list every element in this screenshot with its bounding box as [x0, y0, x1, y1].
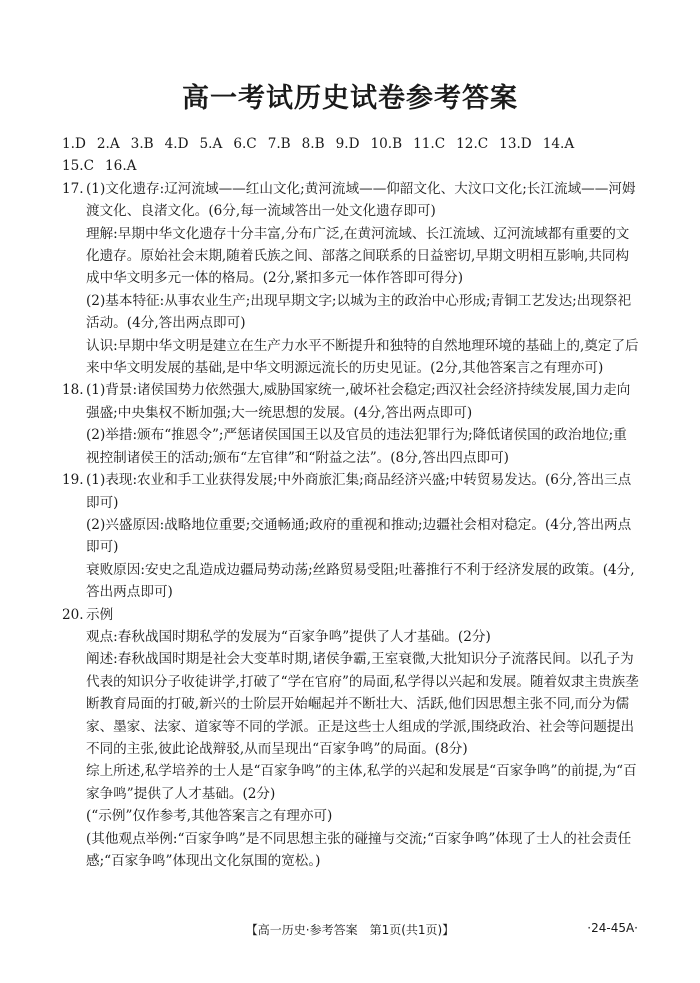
q17-part2-insight: 认识:早期中华文明是建立在生产力水平不断提升和独特的自然地理环境的基础上的,奠定了后来中华文明发展的基础,是中华文明源远流长的历史见证。(2分,其他答案言之有理亦可)	[86, 337, 639, 377]
q19-part2-decline-reasons: 衰败原因:安史之乱造成边疆局势动荡;丝路贸易受阻;吐蕃推行不利于经济发展的政策。(4分,答出两点即可)	[86, 561, 635, 601]
answer-item: 13.D	[499, 136, 532, 152]
footer-paper-code: ·24-45A·	[587, 921, 638, 935]
question-number: 17.	[62, 180, 84, 197]
answer-item: 8.B	[301, 136, 325, 152]
answer-item: 4.D	[164, 136, 189, 152]
q20-conclusion: 综上所述,私学培养的士人是“百家争鸣”的主体,私学的兴起和发展是“百家争鸣”的前提,为“百家争鸣”提供了人才基础。(2分)	[86, 763, 637, 802]
footer-page-label: 【高一历史·参考答案 第1页(共1页)】	[245, 923, 455, 937]
answer-item: 2.A	[96, 136, 120, 152]
q20-viewpoint: 观点:春秋战国时期私学的发展为“百家争鸣”提供了人才基础。(2分)	[86, 628, 491, 645]
q18-part1-background: (1)背景:诸侯国势力依然强大,威胁国家统一,破坏社会稳定;西汉社会经济持续发展,国力走向强盛;中央集权不断加强;大一统思想的发展。(4分,答出两点即可)	[86, 382, 631, 421]
answer-item: 15.C	[62, 158, 95, 175]
answer-item: 12.C	[456, 136, 489, 152]
question-number: 20.	[62, 606, 84, 623]
q20-other-viewpoints: (其他观点举例:“百家争鸣”是不同思想主张的碰撞与交流;“百家争鸣”体现了士人的社会责任感;“百家争鸣”体现出文化氛围的宽松。)	[86, 830, 632, 869]
answer-item: 11.C	[413, 136, 446, 152]
answer-item: 14.A	[542, 136, 575, 152]
page-footer	[0, 919, 700, 941]
multiple-choice-answers-row-2	[62, 155, 640, 177]
q19-part2-prosperity-reasons: (2)兴盛原因:战略地位重要;交通畅通;政府的重视和推动;边疆社会相对稳定。(4分,答出两点即可)	[86, 516, 632, 556]
multiple-choice-answers-row-1	[62, 133, 640, 155]
answer-item: 16.A	[105, 158, 137, 175]
q17-part1-understanding: 理解:早期中华文化遗存十分丰富,分布广泛,在黄河流域、长江流域、辽河流域都有重要的文化遗存。原始社会末期,随着氏族之间、部落之间联系的日益密切,早期文明相互影响,共同构成中华文明多元一体的格局。(2分,紧扣多元一体作答即可得分)	[86, 225, 630, 287]
q20-elaboration: 阐述:春秋战国时期是社会大变革时期,诸侯争霸,王室衰微,大批知识分子流落民间。以孔子为代表的知识分子收徒讲学,打破了“学在官府”的局面,私学得以兴起和发展。随着奴隶主贵族垄断教育局面的打破,新兴的士阶层开始崛起并不断壮大、活跃,他们因思想主张不同,而分为儒家、墨家、法家、道家等不同的学派。正是这些士人组成的学派,围绕政治、社会等问题提出不同的主张,彼此论战辩驳,从而呈现出“百家争鸣”的局面。(8分)	[86, 651, 639, 757]
question-18	[62, 379, 640, 469]
q17-part1-answer: (1)文化遗存:辽河流域——红山文化;黄河流域——仰韶文化、大汶口文化;长江流域——河姆渡文化、良渚文化。(6分,每一流域答出一处文化遗存即可)	[86, 180, 636, 220]
answer-item: 10.B	[370, 136, 403, 152]
question-19	[62, 469, 640, 603]
answer-item: 7.B	[267, 136, 291, 152]
answer-item: 1.D	[62, 136, 86, 152]
q17-part2-features: (2)基本特征:从事农业生产;出现早期文字;以城为主的政治中心形成;青铜工艺发达;出现祭祀活动。(4分,答出两点即可)	[86, 292, 632, 332]
question-17	[62, 178, 640, 380]
answer-item: 5.A	[199, 136, 223, 152]
q20-note: (“示例”仅作参考,其他答案言之有理亦可)	[86, 808, 333, 825]
answer-item: 6.C	[233, 136, 257, 152]
question-number: 18.	[62, 382, 84, 399]
answer-item: 9.D	[335, 136, 360, 152]
answer-item: 3.B	[130, 136, 154, 152]
q19-part1-manifestations: (1)表现:农业和手工业获得发展;中外商旅汇集;商品经济兴盛;中转贸易发达。(6分,答出三点即可)	[86, 472, 632, 511]
page-title: 高一考试历史试卷参考答案	[182, 83, 518, 114]
q18-part2-measures: (2)举措:颁布“推恩令”;严惩诸侯国国王以及官员的违法犯罪行为;降低诸侯国的政治地位;重视控制诸侯王的活动;颁布“左官律”和“附益之法”。(8分,答出四点即可)	[86, 427, 627, 466]
q20-example-label: 示例	[86, 606, 114, 623]
question-20	[62, 604, 640, 873]
question-number: 19.	[62, 472, 84, 489]
answer-content	[62, 133, 640, 872]
